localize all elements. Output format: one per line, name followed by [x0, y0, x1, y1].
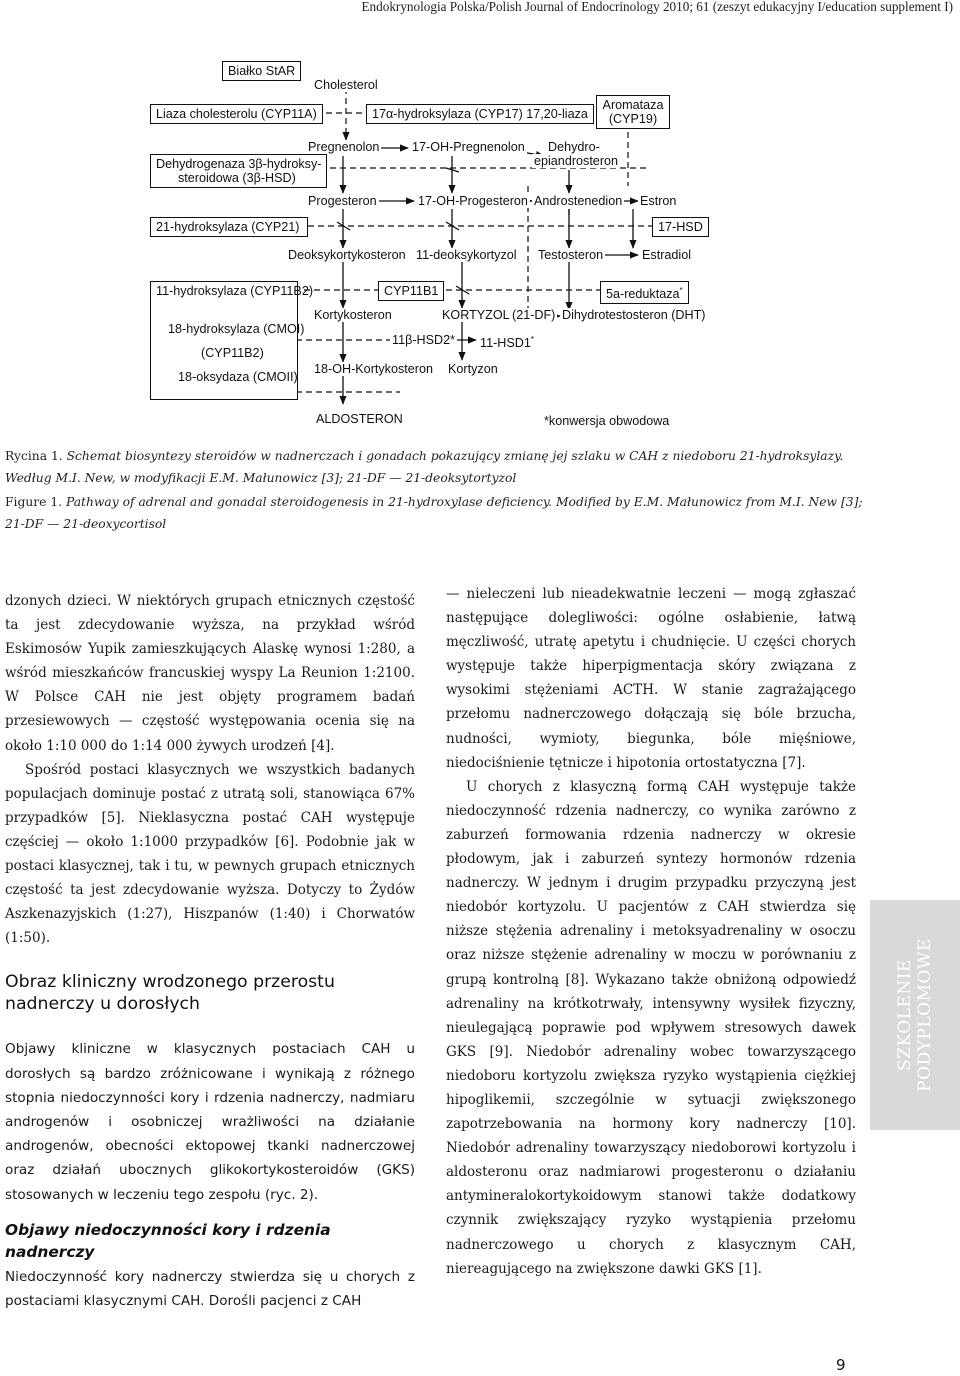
caption-lead: Rycina 1.: [5, 449, 63, 463]
body-paragraph: Objawy kliniczne w klasycznych postaciach CAH u dorosłych są bardzo zróżnicowane i wynikają z różnego stopnia niedoczynności kory i rdzenia nadnerczy, nadmiaru androgenów i osobniczej wrażliwości na działanie androgenów, obecności ektopowej tkanki nadnerczowej oraz działań ubocznych glikokortykosteroidów (GKS) stosowanych w leczeniu tego zespołu (ryc. 2).: [5, 1041, 415, 1203]
label-cholesterol: Cholesterol: [314, 78, 378, 92]
body-paragraph: — nieleczeni lub nieadekwatnie leczeni — mogą zgłaszać następujące dolegliwości: ogólne osłabienie, łatwą męczliwość, utratę apetytu i chudnięcie. U części chorych występuje także hiperpigmentacja skóry związana z wysokimi stężeniami ACTH. W stanie zagrażającego przełomu nadnerczowego dołączają się bóle brzucha, nudności, wymioty, biegunka, bóle mięśniowe, niedociśnienie tętnicze i hipotonia ortostatyczna [7].: [446, 586, 856, 771]
caption-lead: Figure 1.: [5, 495, 63, 509]
hsd3b-box: [150, 154, 327, 188]
label-peripheral-conversion: *konwersja obwodowa: [544, 414, 670, 428]
label-kortyzon: Kortyzon: [448, 362, 498, 376]
label-aldosteron: ALDOSTERON: [316, 412, 403, 426]
label-dht: Dihydrotestosteron (DHT): [562, 308, 706, 322]
cyp11a-box: Liaza cholesterolu (CYP11A): [150, 104, 323, 124]
reductase-label: 5a-reduktaza: [606, 287, 680, 302]
label-dhea-line1: Dehydro-: [548, 140, 600, 154]
reductase-box: [600, 281, 689, 304]
caption-text: Schemat biosyntezy steroidów w nadnerczach i gonadach pokazujący zmianę jej szlaku w CAH z niedoboru 21-hydroksylazy. Według M.I. New, w modyfikacji E.M. Małunowicz [3]; 21-DF — 21-deoksytortyzol: [5, 449, 844, 485]
label-17oh-progesteron: 17-OH-Progesteron: [418, 194, 528, 208]
steroidogenesis-diagram: [0, 0, 960, 440]
figure-caption-polish: [5, 445, 875, 489]
page-number: 9: [836, 1356, 846, 1374]
body-paragraph: Niedoczynność kory nadnerczy stwierdza się u chorych z postaciami klasycznymi CAH. Dorośli pacjenci z CAH: [5, 1268, 415, 1310]
section-heading: Obraz kliniczny wrodzonego przerostu nadnerczy u dorosłych: [5, 972, 335, 1015]
label-17oh-pregnenolon: 17-OH-Pregnenolon: [412, 140, 525, 154]
left-column: [5, 589, 415, 1313]
label-progesteron: Progesteron: [308, 194, 377, 208]
caption-text: Pathway of adrenal and gonadal steroidogenesis in 21-hydroxylase deficiency. Modified by E.M. Małunowicz from M.I. New [3]; 21-DF — 21-deoxycortisol: [5, 495, 863, 531]
cyp19-box-line1: Aromataza: [602, 98, 664, 112]
label-estron: Estron: [640, 194, 677, 208]
star-protein-box: Białko StAR: [222, 61, 301, 81]
hsd3b-box-line1: Dehydrogenaza 3β-hydroksy-: [156, 157, 322, 171]
label-11b-hsd2: 11β-HSD2*: [392, 333, 456, 347]
body-paragraph: Spośród postaci klasycznych we wszystkich badanych populacjach dominuje postać z utratą soli, stanowiąca 67% przypadków [5]. Nieklasyczna postać CAH występuje częściej — około 1:1000 przypadków [6]. Podobnie jak w postaci klasycznej, tak i tu, w pewnych grupach etnicznych częstość ta jest zdecydowanie wyższa. Dotyczy to Żydów Aszkenazyjskich (1:27), Hiszpanów (1:40) i Chorwatów (1:50).: [5, 761, 415, 947]
running-head: Endokrynologia Polska/Polish Journal of Endocrinology 2010; 61 (zeszyt edukacyjny I/education supplement I): [361, 0, 953, 14]
label-estradiol: Estradiol: [642, 248, 691, 262]
cyp19-box-line2: (CYP19): [608, 112, 658, 126]
label-kortyzol: KORTYZOL: [442, 308, 510, 322]
cmoii-label: 18-oksydaza (CMOII): [178, 370, 298, 384]
right-column: [446, 582, 856, 1281]
cyp11b2-label: 11-hydroksylaza (CYP11B2): [156, 284, 314, 298]
cyp11b2-paren-label: (CYP11B2): [201, 346, 264, 360]
cyp11b1-box: CYP11B1: [378, 281, 444, 301]
asterisk-mark: *: [679, 286, 683, 295]
hsd3b-box-line2: steroidowa (3β-HSD): [178, 171, 296, 185]
label-18oh-kortykosteron: 18-OH-Kortykosteron: [314, 362, 433, 376]
side-tab-line1: SZKOLENIE: [895, 959, 915, 1071]
cyp17-box: 17α-hydroksylaza (CYP17) 17,20-liaza: [366, 104, 594, 124]
subsection-heading: Objawy niedoczynności kory i rdzenia nadnerczy: [5, 1220, 331, 1261]
asterisk-mark: *: [530, 335, 534, 344]
cyp21-box: 21-hydroksylaza (CYP21): [150, 217, 308, 237]
label-deoksykortyzol: 11-deoksykortyzol: [416, 248, 517, 262]
label-kortykosteron: Kortykosteron: [314, 308, 392, 322]
side-tab-label: [895, 938, 935, 1092]
cmoi-label: 18-hydroksylaza (CMOI): [168, 322, 305, 336]
side-tab-line2: PODYPLOMOWE: [915, 938, 935, 1092]
label-21df: (21-DF): [512, 308, 556, 322]
cyp19-box: [596, 95, 670, 129]
hsd17-box: 17-HSD: [652, 217, 709, 237]
label-11-hsd1-text: 11-HSD1: [480, 336, 531, 351]
label-deoksykortykosteron: Deoksykortykosteron: [288, 248, 406, 262]
label-testosteron: Testosteron: [538, 248, 604, 262]
figure-caption-english: [5, 491, 875, 535]
body-paragraph: U chorych z klasyczną formą CAH występuje także niedoczynność rdzenia nadnerczy, co wynika zarówno z zaburzeń formowania rdzenia nadnerczy w okresie płodowym, jak i zaburzeń syntezy hormonów rdzenia nadnerczy. W jednym i drugim przypadku przyczyną jest niedobór kortyzolu. U pacjentów z CAH stwierdza się niższe stężenia adrenaliny i metoksyadrenaliny w osoczu oraz niższe stężenie adrenaliny w moczu w porównaniu z grupą kontrolną [8]. Wykazano także obniżoną odpowiedź adrenaliny na krótkotrwały, intensywny wysiłek fizyczny, nieulegającą poprawie pod wpływem stresowych dawek GKS [9]. Niedobór adrenaliny wobec towarzyszącego niedoboru kortyzolu zwiększa ryzyko wystąpienia ciężkiej hipoglikemii, szczególnie w sytuacji zwiększonego zapotrzebowania na hormony kory nadnerczy [10]. Niedobór adrenaliny towarzyszący niedoborowi kortyzolu i aldosteronu oraz nadmiarowi progesteronu o działaniu antymineralokortykoidowym stanowi także dodatkowy czynnik zwiększający ryzyko wystąpienia przełomu nadnerczowego u chorych z klasycznym CAH, niereagującego na zwiększone dawki GKS [1].: [446, 778, 856, 1277]
zona-glomerulosa-enzymes-box: [150, 281, 314, 400]
label-dhea-line2: epiandrosteron: [534, 154, 619, 168]
label-pregnenolon: Pregnenolon: [308, 140, 380, 154]
body-paragraph: dzonych dzieci. W niektórych grupach etnicznych częstość ta jest zdecydowanie wyższa, na przykład wśród Eskimosów Yupik zamieszkujących Alaskę wynosi 1:280, a wśród mieszkańców francuskiej wyspy La Reunion 1:2100. W Polsce CAH nie jest objęty programem badań przesiewowych — częstość występowania ocenia się na około 1:10 000 do 1:14 000 żywych urodzeń [4].: [5, 593, 415, 754]
label-11-hsd1: [478, 333, 536, 350]
section-side-tab: [870, 900, 960, 1130]
label-androstenedion: Androstenedion: [534, 194, 623, 208]
